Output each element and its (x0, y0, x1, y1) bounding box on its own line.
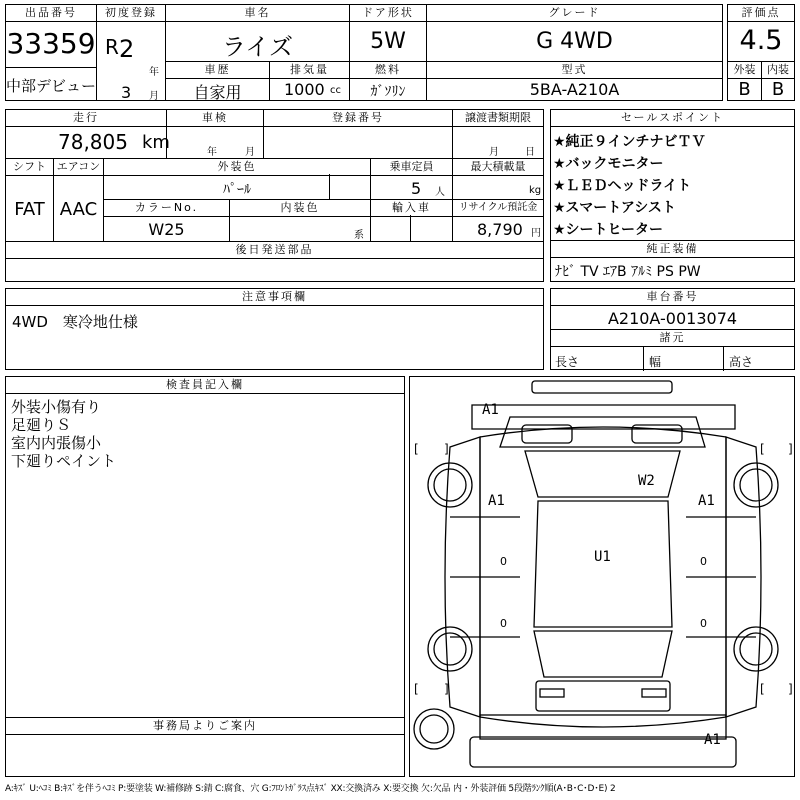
displacement: 1000 (284, 80, 325, 99)
fuel-cell (349, 61, 427, 101)
sales-point-item: ★バックモニター (553, 156, 664, 172)
notes-box (5, 288, 544, 370)
recycle-fee: 8,790 (477, 220, 523, 239)
transfer-month-unit: 月 (489, 147, 499, 158)
inspector-line: 足廻りＳ (11, 416, 72, 434)
inspector-line: 外装小傷有り (11, 398, 102, 416)
sales-point-item: ★スマートアシスト (553, 200, 676, 216)
shift-label: シフト (6, 159, 53, 176)
mileage: 78,805 (58, 130, 128, 154)
sales-points-label: セールスポイント (551, 110, 794, 127)
inspector-line: 室内内張傷小 (11, 434, 102, 452)
inspection-year-unit: 年 (207, 147, 217, 158)
inspection-cell (166, 109, 264, 159)
width-label: 幅 (649, 355, 662, 369)
sales-points-box (550, 109, 795, 241)
inspector-line: 下廻りペイント (11, 452, 117, 470)
interior-color-unit: 系 (354, 230, 364, 241)
displacement-cell (269, 61, 350, 101)
model-cell (426, 61, 723, 101)
transfer-day-unit: 日 (525, 147, 535, 158)
aircon-cell (53, 158, 104, 242)
notes-text: 4WD 寒冷地仕様 (12, 313, 138, 331)
seats-unit: 人 (435, 187, 445, 198)
exterior-grade-label: 外装 (728, 62, 761, 79)
inspector-label: 検査員記入欄 (6, 377, 404, 394)
reg-year: 2 (119, 35, 135, 63)
history: 自家用 (193, 83, 242, 102)
damage-mark: A1 (698, 493, 715, 509)
length-label: 長さ (555, 355, 580, 369)
load-cell (452, 158, 544, 200)
zero-mark: 0 (700, 555, 707, 568)
interior-color-label: 内装色 (230, 200, 370, 217)
history-cell (165, 61, 270, 101)
import-cell (370, 199, 453, 242)
damage-mark: A1 (704, 732, 721, 748)
bracket-open: [ (414, 442, 419, 456)
exterior-color-label: 外装色 (104, 159, 370, 176)
underbody-shape (470, 737, 736, 767)
displacement-label: 排気量 (270, 62, 349, 79)
car-name: ライズ (221, 33, 294, 61)
reg-number-label: 登録番号 (264, 110, 452, 127)
chassis-label: 車台番号 (551, 289, 794, 306)
inspection-label: 車検 (167, 110, 263, 127)
sales-point-item: ★ＬＥＤヘッドライト (553, 178, 692, 194)
sales-point-item: ★純正９インチナビＴＶ (553, 134, 706, 150)
bracket-close: ] (788, 682, 793, 696)
rear-hatch-shape (536, 681, 670, 711)
top-bar-shape (532, 381, 672, 393)
interior-color-cell (229, 199, 371, 242)
score-label: 評価点 (728, 5, 794, 22)
load-unit: kg (529, 185, 542, 196)
shift: FAT (14, 199, 45, 220)
equipment-label: 純正装備 (551, 241, 794, 258)
bracket-close: ] (444, 682, 449, 696)
recycle-label: リサイクル預託金 (453, 200, 543, 217)
zero-mark: 0 (500, 617, 507, 630)
car-name-cell (165, 4, 350, 62)
grade-cell (426, 4, 723, 62)
damage-mark: U1 (594, 549, 611, 565)
color-number-label: カラーNo. (104, 200, 229, 217)
bracket-close: ] (788, 442, 793, 456)
fuel-label: 燃料 (350, 62, 426, 79)
cc-unit: cc (330, 85, 341, 96)
bracket-open: [ (760, 682, 765, 696)
dims-label: 諸元 (551, 330, 794, 347)
equipment: ﾅﾋﾞ TV ｴｱB ｱﾙﾐ PS PW (555, 264, 701, 280)
damage-mark: A1 (488, 493, 505, 509)
aircon-label: エアコン (54, 159, 103, 176)
transfer-deadline-cell (452, 109, 544, 159)
interior-grade: B (771, 79, 785, 100)
venue-cell (5, 67, 97, 101)
office-label: 事務局よりご案内 (6, 718, 404, 735)
first-registration-cell (96, 4, 166, 101)
door: 5W (370, 29, 406, 54)
sales-point-item: ★シートヒーター (553, 222, 663, 238)
office-box (5, 717, 405, 777)
chassis-number: A210A-0013074 (607, 309, 738, 328)
exterior-grade-cell (727, 61, 762, 101)
load-label: 最大積載量 (453, 159, 543, 176)
bracket-close: ] (444, 442, 449, 456)
era: R (105, 35, 119, 59)
door-cell (349, 4, 427, 62)
recycle-cell (452, 199, 544, 242)
damage-mark: A1 (482, 402, 499, 418)
door-label: ドア形状 (350, 5, 426, 22)
rear-window-shape (534, 631, 672, 677)
later-parts-label: 後日発送部品 (6, 242, 543, 259)
recycle-yen: 円 (531, 228, 541, 239)
seats-label: 乗車定員 (371, 159, 452, 176)
transfer-deadline-label: 譲渡書類期限 (453, 110, 543, 127)
car-name-label: 車名 (166, 5, 349, 22)
exterior-grade: B (738, 79, 751, 100)
car-diagram-svg (410, 377, 796, 778)
inspection-month-unit: 月 (245, 147, 255, 158)
later-parts-cell (5, 241, 544, 282)
year-unit: 年 (149, 67, 159, 78)
interior-grade-label: 内装 (762, 62, 794, 79)
shift-cell (5, 158, 54, 242)
car-diagram (409, 376, 795, 777)
color-number: W25 (148, 220, 185, 239)
legend: A:ｷｽﾞ U:ﾍｺﾐ B:ｷｽﾞを伴うﾍｺﾐ P:要塗装 W:補修跡 S:錆 C:腐食、穴 G:ﾌﾛﾝﾄｶﾞﾗｽ点ｷｽﾞ XX:交換済み X:要交換 欠:欠品 内・外装評価 5段階ﾗﾝｸ順(A･B･C･D･E) 2 (5, 784, 616, 794)
bracket-open: [ (414, 682, 419, 696)
equipment-box (550, 240, 795, 282)
dims-box (550, 329, 795, 370)
exterior-color: ﾊﾟｰﾙ (223, 182, 251, 198)
mileage-cell (5, 109, 170, 159)
import-label: 輸入車 (371, 200, 452, 217)
reg-number-cell (263, 109, 453, 159)
aircon: AAC (59, 199, 98, 220)
venue: 中部デビュー (6, 77, 97, 95)
model-label: 型式 (427, 62, 722, 79)
grade: G 4WD (536, 29, 613, 54)
score-cell (727, 4, 795, 62)
score: 4.5 (739, 25, 783, 56)
lot-number: 33359 (6, 27, 96, 60)
bracket-open: [ (760, 442, 765, 456)
inspector-box (5, 376, 405, 718)
notes-label: 注意事項欄 (6, 289, 543, 306)
mileage-unit: km (142, 132, 170, 153)
first-registration-label: 初度登録 (97, 5, 165, 22)
zero-mark: 0 (700, 617, 707, 630)
windshield-shape (525, 451, 680, 497)
mileage-label: 走行 (6, 110, 166, 127)
damage-mark: W2 (638, 473, 655, 489)
history-label: 車歴 (166, 62, 269, 79)
interior-grade-cell (761, 61, 795, 101)
fuel: ｶﾞｿﾘﾝ (370, 84, 406, 100)
seats-cell (370, 158, 453, 200)
color-number-cell (103, 199, 230, 242)
reg-month: 3 (121, 83, 132, 102)
model: 5BA-A210A (529, 80, 620, 99)
month-unit: 月 (149, 91, 159, 102)
grade-label: グレード (427, 5, 722, 22)
lot-number-label: 出品番号 (6, 5, 96, 22)
seats: 5 (411, 179, 422, 198)
lot-number-cell (5, 4, 97, 68)
zero-mark: 0 (500, 555, 507, 568)
exterior-color-cell (103, 158, 371, 200)
chassis-box (550, 288, 795, 330)
height-label: 高さ (729, 355, 754, 369)
